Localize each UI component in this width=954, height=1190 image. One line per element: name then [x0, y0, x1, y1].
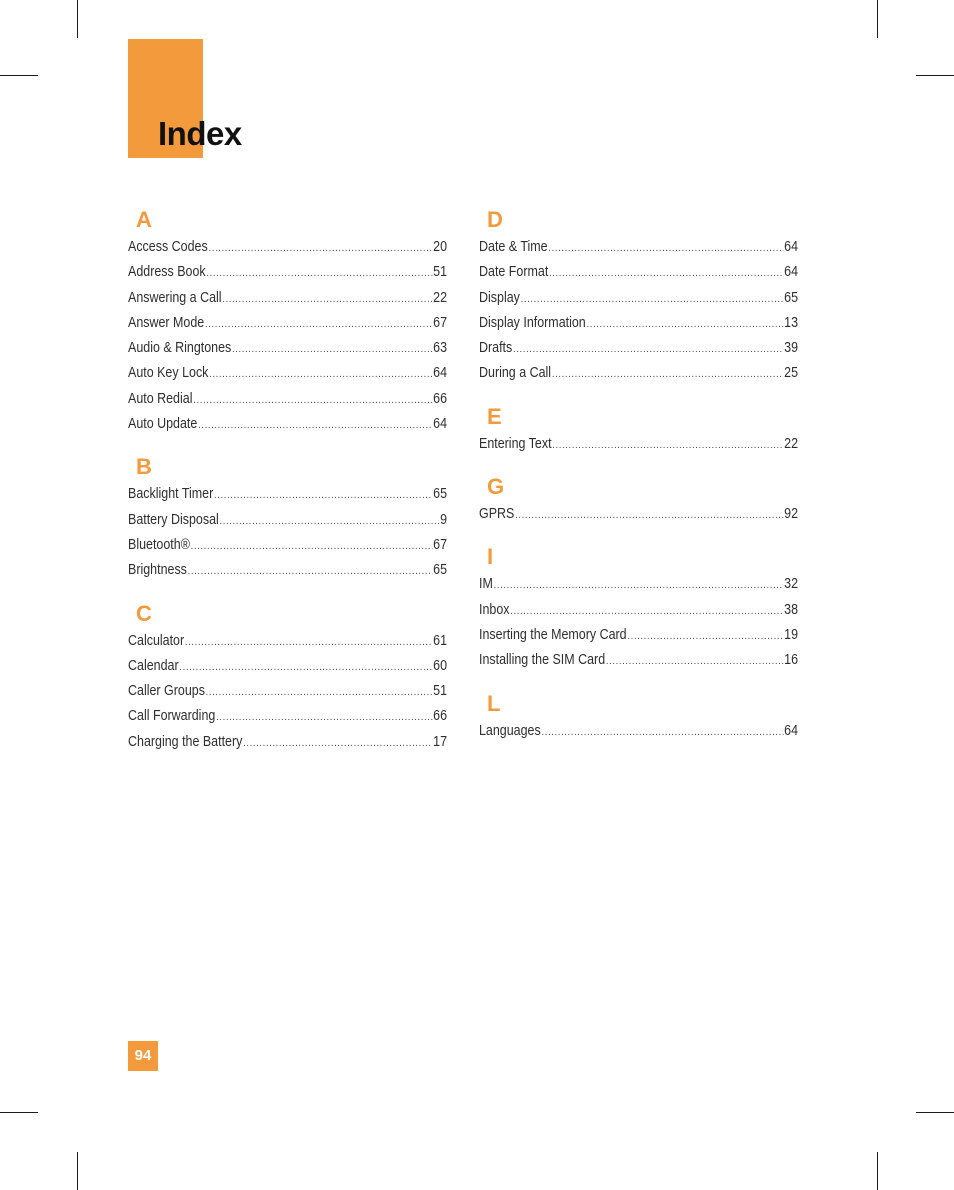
entry-page: 64 — [433, 365, 448, 382]
index-entry — [128, 629, 447, 654]
index-entry — [128, 260, 447, 285]
entry-label: Call Forwarding — [128, 708, 216, 725]
entry-page: 13 — [784, 314, 799, 331]
index-entry — [479, 311, 798, 336]
entry-page: 67 — [433, 314, 448, 331]
entry-page: 22 — [784, 435, 799, 452]
entry-page: 51 — [433, 683, 448, 700]
entry-label: Date Format — [479, 264, 549, 281]
entry-label: Battery Disposal — [128, 511, 219, 528]
index-entry — [128, 361, 447, 386]
dot-leader — [542, 720, 784, 745]
index-entry — [128, 311, 447, 336]
entry-page: 39 — [784, 340, 799, 357]
entry-page: 65 — [433, 486, 448, 503]
dot-leader — [587, 312, 784, 337]
entry-label: Brightness — [128, 562, 187, 579]
index-entry — [128, 704, 447, 729]
section-letter: E — [487, 403, 502, 429]
section-letter: L — [487, 690, 501, 716]
index-entry — [479, 361, 798, 386]
section-letter: I — [487, 544, 494, 570]
dot-leader — [216, 705, 432, 730]
dot-leader — [206, 680, 433, 705]
entry-page: 64 — [784, 239, 799, 255]
index-section-a — [128, 205, 447, 437]
entry-label: Calculator — [128, 632, 185, 649]
dot-leader — [220, 509, 440, 534]
index-entry — [479, 502, 798, 527]
entry-label: Installing the SIM Card — [479, 652, 606, 669]
index-entry — [128, 508, 447, 533]
index-section-e — [479, 402, 798, 457]
crop-mark — [916, 75, 954, 76]
section-letter: A — [136, 207, 152, 232]
index-entry — [479, 719, 798, 744]
section-letter: G — [487, 474, 505, 500]
crop-mark — [916, 1112, 954, 1113]
index-entry — [479, 623, 798, 648]
dot-leader — [494, 573, 784, 598]
index-entry — [128, 412, 447, 437]
entry-label: Access Codes — [128, 239, 208, 255]
entry-page: 19 — [784, 626, 799, 643]
entry-label: Display — [479, 289, 520, 306]
dot-leader — [188, 559, 433, 584]
entry-page: 17 — [433, 733, 448, 750]
index-entry — [128, 336, 447, 361]
entry-page: 60 — [433, 657, 448, 674]
entry-label: Auto Redial — [128, 390, 193, 407]
entry-label: Charging the Battery — [128, 733, 243, 750]
entry-page: 92 — [784, 506, 799, 523]
entry-label: Bluetooth® — [128, 536, 190, 553]
index-section-d — [479, 205, 798, 387]
entry-label: Drafts — [479, 340, 513, 357]
entry-page: 51 — [433, 264, 448, 281]
index-entry — [479, 432, 798, 457]
crop-mark — [877, 0, 878, 38]
index-section-b — [128, 452, 447, 583]
entry-label: Answer Mode — [128, 314, 205, 331]
entry-label: Inbox — [479, 601, 510, 618]
dot-leader — [510, 599, 783, 624]
entry-label: Display Information — [479, 314, 586, 331]
entry-label: IM — [479, 576, 493, 593]
entry-page: 64 — [433, 416, 448, 433]
entry-label: Answering a Call — [128, 289, 222, 306]
entry-page: 16 — [784, 652, 799, 669]
entry-page: 64 — [784, 722, 799, 739]
entry-page: 25 — [784, 365, 799, 382]
dot-leader — [207, 261, 433, 286]
index-entry — [128, 235, 447, 260]
dot-leader — [209, 362, 432, 387]
entry-page: 66 — [433, 390, 448, 407]
index-entry — [128, 558, 447, 583]
entry-label: Calendar — [128, 657, 179, 674]
index-entry — [479, 235, 798, 260]
index-section-l — [479, 689, 798, 744]
index-entry — [128, 286, 447, 311]
index-entry — [479, 648, 798, 673]
dot-leader — [198, 413, 432, 438]
dot-leader — [243, 731, 432, 756]
section-letter: D — [487, 207, 503, 232]
entry-page: 38 — [784, 601, 799, 618]
entry-page: 22 — [433, 289, 448, 306]
index-entry — [479, 260, 798, 285]
index-entry — [128, 533, 447, 558]
index-entry — [128, 654, 447, 679]
index-section-g — [479, 472, 798, 527]
dot-leader — [627, 624, 783, 649]
dot-leader — [191, 534, 433, 559]
dot-leader — [232, 337, 432, 362]
dot-leader — [549, 261, 783, 286]
index-entry — [128, 679, 447, 704]
entry-label: GPRS — [479, 506, 515, 523]
entry-page: 65 — [433, 562, 448, 579]
dot-leader — [548, 236, 783, 261]
entry-label: Languages — [479, 722, 541, 739]
entry-page: 66 — [433, 708, 448, 725]
index-entry — [128, 730, 447, 755]
dot-leader — [222, 287, 432, 312]
dot-leader — [214, 483, 432, 508]
dot-leader — [552, 433, 783, 458]
page-title: Index — [158, 115, 242, 152]
index-section-i — [479, 542, 798, 673]
section-letter: B — [136, 454, 152, 480]
dot-leader — [209, 236, 433, 261]
entry-label: Entering Text — [479, 435, 552, 452]
entry-page: 9 — [440, 511, 448, 528]
index-entry — [479, 572, 798, 597]
dot-leader — [606, 649, 783, 674]
entry-page: 65 — [784, 289, 799, 306]
dot-leader — [185, 630, 432, 655]
entry-page: 20 — [433, 239, 448, 255]
index-entry — [479, 598, 798, 623]
entry-label: Caller Groups — [128, 683, 205, 700]
index-column-left — [128, 205, 447, 770]
dot-leader — [193, 388, 432, 413]
entry-label: Auto Key Lock — [128, 365, 209, 382]
index-entry — [128, 387, 447, 412]
entry-page: 64 — [784, 264, 799, 281]
index-column-right — [479, 205, 798, 759]
dot-leader — [513, 337, 783, 362]
crop-mark — [77, 1152, 78, 1190]
entry-page: 67 — [433, 536, 448, 553]
index-section-c — [128, 599, 447, 755]
entry-label: Audio & Ringtones — [128, 340, 232, 357]
dot-leader — [552, 362, 783, 387]
section-letter: C — [136, 600, 152, 626]
dot-leader — [179, 655, 432, 680]
dot-leader — [205, 312, 432, 337]
entry-label: Backlight Timer — [128, 486, 214, 503]
entry-page: 61 — [433, 632, 448, 649]
crop-mark — [0, 1112, 38, 1113]
entry-label: Date & Time — [479, 239, 548, 255]
crop-mark — [0, 75, 38, 76]
crop-mark — [877, 1152, 878, 1190]
dot-leader — [515, 503, 783, 528]
index-entry — [479, 286, 798, 311]
entry-label: Inserting the Memory Card — [479, 626, 627, 643]
entry-label: Address Book — [128, 264, 206, 281]
dot-leader — [521, 287, 784, 312]
crop-mark — [77, 0, 78, 38]
index-entry — [479, 336, 798, 361]
page-number-badge: 94 — [128, 1041, 158, 1071]
entry-label: During a Call — [479, 365, 552, 382]
entry-page: 32 — [784, 576, 799, 593]
index-entry — [128, 482, 447, 507]
entry-page: 63 — [433, 340, 448, 357]
entry-label: Auto Update — [128, 416, 198, 433]
